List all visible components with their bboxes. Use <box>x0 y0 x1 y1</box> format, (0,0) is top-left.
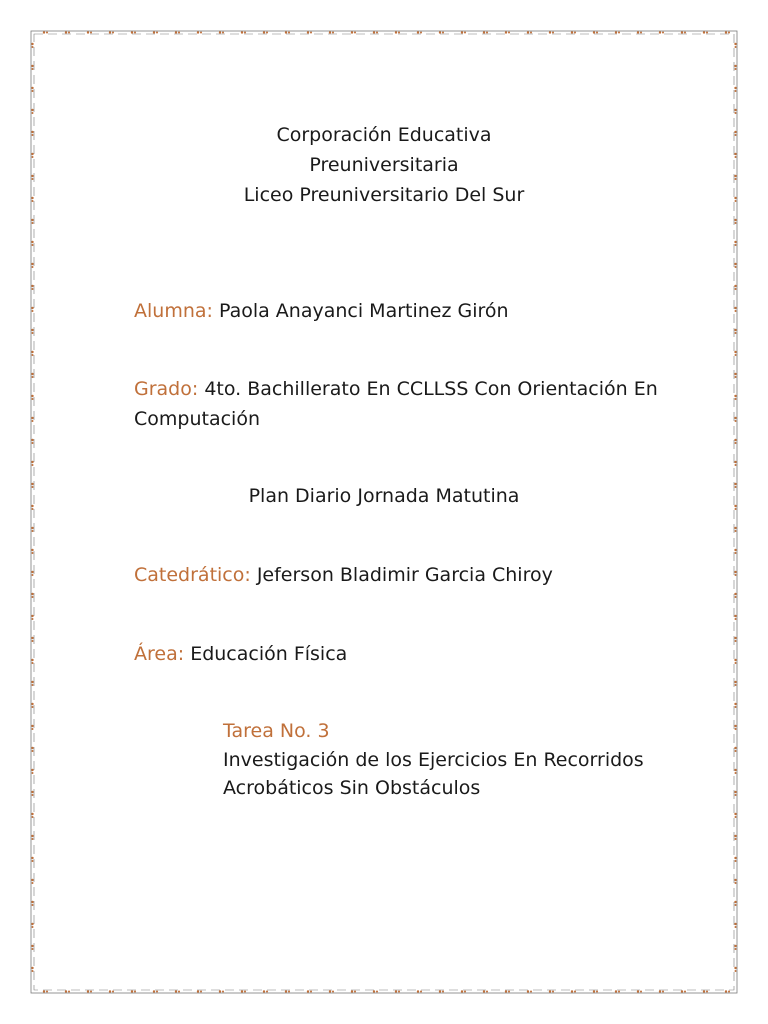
border-dot <box>32 46 34 48</box>
border-dot <box>734 945 736 947</box>
border-dot <box>420 991 422 993</box>
border-dot <box>734 329 736 331</box>
border-dot <box>31 329 33 331</box>
teacher-label: Catedrático: <box>134 564 251 586</box>
border-dot <box>735 244 737 246</box>
border-dot <box>735 266 737 268</box>
border-dot <box>735 706 737 708</box>
border-dot <box>31 967 33 969</box>
border-dot <box>46 32 48 34</box>
border-dot <box>571 31 573 33</box>
border-dot <box>90 32 92 34</box>
border-dot <box>32 376 34 378</box>
border-dot <box>31 725 33 727</box>
border-dot <box>32 596 34 598</box>
border-dot <box>549 31 551 33</box>
border-dot <box>734 417 736 419</box>
border-dot <box>131 31 133 33</box>
border-dot <box>734 879 736 881</box>
border-dot <box>618 991 620 993</box>
border-dot <box>175 31 177 33</box>
border-dot <box>735 816 737 818</box>
teacher-name: Jeferson Bladimir Garcia Chiroy <box>256 564 553 586</box>
border-dot <box>734 65 736 67</box>
border-dot <box>68 32 70 34</box>
border-dot <box>734 747 736 749</box>
border-dot <box>615 31 617 33</box>
border-dot <box>734 43 736 45</box>
border-dot <box>735 46 737 48</box>
task-title-line1: Investigación de los Ejercicios En Recorridos <box>223 749 644 771</box>
border-dot <box>734 571 736 573</box>
border-dot <box>735 772 737 774</box>
border-dot <box>197 31 199 33</box>
border-dot <box>574 991 576 993</box>
border-dot <box>156 991 158 993</box>
border-dot <box>593 990 595 992</box>
border-dot <box>659 31 661 33</box>
border-dot <box>32 68 34 70</box>
student-name: Paola Anayanci Martinez Girón <box>218 300 509 322</box>
border-dot <box>31 461 33 463</box>
border-dot <box>615 990 617 992</box>
border-dot <box>734 593 736 595</box>
border-dot <box>735 464 737 466</box>
border-dot <box>395 31 397 33</box>
border-dot <box>640 32 642 34</box>
border-dot <box>112 991 114 993</box>
border-dot <box>351 31 353 33</box>
border-dot <box>734 835 736 837</box>
border-dot <box>32 860 34 862</box>
border-dot <box>263 990 265 992</box>
border-dot <box>109 31 111 33</box>
border-dot <box>483 990 485 992</box>
border-dot <box>703 31 705 33</box>
border-dot <box>31 593 33 595</box>
border-dot <box>618 32 620 34</box>
border-dot <box>241 990 243 992</box>
border-dot <box>31 923 33 925</box>
border-dot <box>329 990 331 992</box>
border-dot <box>734 967 736 969</box>
border-dot <box>31 813 33 815</box>
border-dot <box>31 307 33 309</box>
border-dot <box>735 112 737 114</box>
border-dot <box>439 31 441 33</box>
border-dot <box>222 32 224 34</box>
border-dot <box>637 990 639 992</box>
border-dot <box>31 395 33 397</box>
border-dot <box>329 31 331 33</box>
border-dot <box>222 991 224 993</box>
border-dot <box>530 32 532 34</box>
border-dot <box>65 990 67 992</box>
border-dot <box>32 948 34 950</box>
border-dot <box>31 439 33 441</box>
header-institution-line1: Corporación Educativa <box>276 124 492 146</box>
border-dot <box>734 285 736 287</box>
border-dot <box>725 31 727 33</box>
border-dot <box>373 990 375 992</box>
border-dot <box>31 43 33 45</box>
border-dot <box>464 991 466 993</box>
border-dot <box>735 574 737 576</box>
border-dot <box>351 990 353 992</box>
border-dot <box>527 990 529 992</box>
border-dot <box>31 769 33 771</box>
border-dot <box>32 904 34 906</box>
border-dot <box>735 728 737 730</box>
border-dot <box>735 376 737 378</box>
border-dot <box>332 991 334 993</box>
border-dot <box>46 991 48 993</box>
border-dot <box>288 991 290 993</box>
border-dot <box>263 31 265 33</box>
border-dot <box>266 32 268 34</box>
border-dot <box>735 860 737 862</box>
border-dot <box>31 945 33 947</box>
border-dot <box>32 398 34 400</box>
border-dot <box>417 31 419 33</box>
border-dot <box>32 442 34 444</box>
border-dot <box>32 882 34 884</box>
header-school-name: Liceo Preuniversitario Del Sur <box>243 184 525 206</box>
border-dot <box>285 31 287 33</box>
border-dot <box>734 351 736 353</box>
border-dot <box>32 288 34 290</box>
border-dot <box>735 684 737 686</box>
border-dot <box>32 684 34 686</box>
border-dot <box>734 703 736 705</box>
border-dot <box>735 904 737 906</box>
border-dot <box>735 750 737 752</box>
border-dot <box>32 772 34 774</box>
border-dot <box>735 442 737 444</box>
border-dot <box>734 219 736 221</box>
student-row <box>134 297 509 326</box>
area-label: Área: <box>134 643 185 665</box>
border-dot <box>735 948 737 950</box>
border-dot <box>32 332 34 334</box>
border-dot <box>659 990 661 992</box>
border-dot <box>596 32 598 34</box>
border-dot <box>31 791 33 793</box>
border-dot <box>734 813 736 815</box>
border-dot <box>31 901 33 903</box>
border-dot <box>31 681 33 683</box>
border-dot <box>735 530 737 532</box>
border-dot <box>735 618 737 620</box>
border-dot <box>32 970 34 972</box>
border-dot <box>197 990 199 992</box>
border-dot <box>354 32 356 34</box>
border-dot <box>32 90 34 92</box>
border-dot <box>735 420 737 422</box>
border-dot <box>178 991 180 993</box>
border-dot <box>420 32 422 34</box>
border-dot <box>725 990 727 992</box>
border-dot <box>31 549 33 551</box>
border-dot <box>310 32 312 34</box>
border-dot <box>241 31 243 33</box>
border-dot <box>681 31 683 33</box>
border-dot <box>574 32 576 34</box>
border-dot <box>640 991 642 993</box>
border-dot <box>734 791 736 793</box>
border-dot <box>703 990 705 992</box>
border-dot <box>734 109 736 111</box>
border-dot <box>735 640 737 642</box>
border-dot <box>87 31 89 33</box>
border-dot <box>31 219 33 221</box>
border-dot <box>735 68 737 70</box>
border-dot <box>735 90 737 92</box>
border-dot <box>32 728 34 730</box>
border-dot <box>398 32 400 34</box>
border-dot <box>307 990 309 992</box>
border-dot <box>735 838 737 840</box>
student-label: Alumna: <box>134 300 213 322</box>
border-dot <box>483 31 485 33</box>
border-dot <box>461 31 463 33</box>
border-dot <box>32 640 34 642</box>
border-dot <box>734 615 736 617</box>
border-dot <box>285 990 287 992</box>
border-dot <box>32 662 34 664</box>
border-dot <box>417 990 419 992</box>
border-dot <box>175 990 177 992</box>
teacher-row <box>134 561 553 590</box>
border-dot <box>398 991 400 993</box>
border-dot <box>596 991 598 993</box>
border-dot <box>706 32 708 34</box>
border-dot <box>244 991 246 993</box>
border-dot <box>32 794 34 796</box>
border-dot <box>32 530 34 532</box>
border-dot <box>31 747 33 749</box>
border-dot <box>31 659 33 661</box>
border-dot <box>734 769 736 771</box>
border-dot <box>354 991 356 993</box>
border-dot <box>31 879 33 881</box>
border-dot <box>728 32 730 34</box>
border-dot <box>32 838 34 840</box>
border-dot <box>376 32 378 34</box>
border-dot <box>706 991 708 993</box>
border-dot <box>31 637 33 639</box>
border-dot <box>31 109 33 111</box>
border-dot <box>734 527 736 529</box>
border-dot <box>32 574 34 576</box>
border-dot <box>87 990 89 992</box>
border-dot <box>31 703 33 705</box>
border-dot <box>734 725 736 727</box>
area-value: Educación Física <box>190 643 348 665</box>
border-dot <box>31 351 33 353</box>
border-dot <box>43 31 45 33</box>
border-dot <box>32 552 34 554</box>
border-dot <box>734 461 736 463</box>
border-dot <box>200 991 202 993</box>
border-dot <box>571 990 573 992</box>
border-dot <box>549 990 551 992</box>
border-dot <box>32 112 34 114</box>
border-dot <box>395 990 397 992</box>
border-dot <box>32 310 34 312</box>
border-dot <box>735 970 737 972</box>
border-dot <box>508 991 510 993</box>
border-dot <box>734 395 736 397</box>
border-dot <box>662 991 664 993</box>
border-dot <box>178 32 180 34</box>
border-dot <box>65 31 67 33</box>
border-dot <box>552 32 554 34</box>
border-dot <box>131 990 133 992</box>
border-dot <box>200 32 202 34</box>
border-dot <box>735 332 737 334</box>
border-dot <box>31 87 33 89</box>
border-dot <box>505 31 507 33</box>
border-dot <box>68 991 70 993</box>
border-dot <box>593 31 595 33</box>
border-dot <box>31 857 33 859</box>
border-dot <box>735 926 737 928</box>
border-dot <box>32 816 34 818</box>
border-dot <box>684 991 686 993</box>
border-dot <box>31 835 33 837</box>
border-dot <box>530 991 532 993</box>
grade-label: Grado: <box>134 378 199 400</box>
border-dot <box>373 31 375 33</box>
border-dot <box>735 662 737 664</box>
border-dot <box>32 706 34 708</box>
border-dot <box>31 417 33 419</box>
border-dot <box>31 263 33 265</box>
task-label: Tarea No. 3 <box>223 720 330 742</box>
border-dot <box>734 439 736 441</box>
border-dot <box>307 31 309 33</box>
border-dot <box>32 618 34 620</box>
border-dot <box>734 549 736 551</box>
border-dot <box>735 398 737 400</box>
border-dot <box>31 285 33 287</box>
border-dot <box>552 991 554 993</box>
border-dot <box>134 32 136 34</box>
border-dot <box>734 901 736 903</box>
border-dot <box>32 244 34 246</box>
border-dot <box>734 923 736 925</box>
border-dot <box>31 527 33 529</box>
border-dot <box>735 552 737 554</box>
border-dot <box>112 32 114 34</box>
border-dot <box>442 991 444 993</box>
border-dot <box>735 310 737 312</box>
border-dot <box>637 31 639 33</box>
border-dot <box>734 263 736 265</box>
border-dot <box>735 354 737 356</box>
border-dot <box>728 991 730 993</box>
border-dot <box>153 31 155 33</box>
border-dot <box>486 32 488 34</box>
border-dot <box>461 990 463 992</box>
border-dot <box>734 637 736 639</box>
border-dot <box>508 32 510 34</box>
border-dot <box>31 241 33 243</box>
border-dot <box>734 87 736 89</box>
border-dot <box>134 991 136 993</box>
border-dot <box>32 750 34 752</box>
border-dot <box>244 32 246 34</box>
border-dot <box>734 857 736 859</box>
border-dot <box>90 991 92 993</box>
border-dot <box>442 32 444 34</box>
border-dot <box>43 990 45 992</box>
border-dot <box>735 596 737 598</box>
border-dot <box>219 31 221 33</box>
grade-row <box>134 375 658 404</box>
border-dot <box>486 991 488 993</box>
border-dot <box>734 373 736 375</box>
border-dot <box>32 420 34 422</box>
border-dot <box>332 32 334 34</box>
plan-title: Plan Diario Jornada Matutina <box>248 485 520 507</box>
border-dot <box>681 990 683 992</box>
border-dot <box>684 32 686 34</box>
border-dot <box>735 222 737 224</box>
task-title-line2: Acrobáticos Sin Obstáculos <box>223 777 481 799</box>
border-dot <box>734 659 736 661</box>
border-dot <box>735 794 737 796</box>
header-institution-line2: Preuniversitaria <box>309 154 459 176</box>
border-dot <box>288 32 290 34</box>
border-dot <box>735 288 737 290</box>
border-dot <box>219 990 221 992</box>
border-dot <box>662 32 664 34</box>
border-dot <box>439 990 441 992</box>
border-dot <box>527 31 529 33</box>
border-dot <box>266 991 268 993</box>
border-dot <box>153 990 155 992</box>
border-dot <box>734 241 736 243</box>
border-dot <box>32 464 34 466</box>
border-dot <box>32 354 34 356</box>
border-dot <box>31 65 33 67</box>
border-dot <box>156 32 158 34</box>
grade-value-line1: 4to. Bachillerato En CCLLSS Con Orientación En <box>204 378 658 400</box>
border-dot <box>376 991 378 993</box>
border-dot <box>32 926 34 928</box>
border-dot <box>310 991 312 993</box>
border-dot <box>109 990 111 992</box>
area-row <box>134 640 347 669</box>
grade-value-line2: Computación <box>134 408 260 430</box>
border-dot <box>32 222 34 224</box>
border-dot <box>31 615 33 617</box>
border-dot <box>31 571 33 573</box>
border-dot <box>464 32 466 34</box>
border-dot <box>32 266 34 268</box>
border-dot <box>735 882 737 884</box>
border-dot <box>505 990 507 992</box>
border-dot <box>31 373 33 375</box>
border-dot <box>734 307 736 309</box>
border-dot <box>734 681 736 683</box>
